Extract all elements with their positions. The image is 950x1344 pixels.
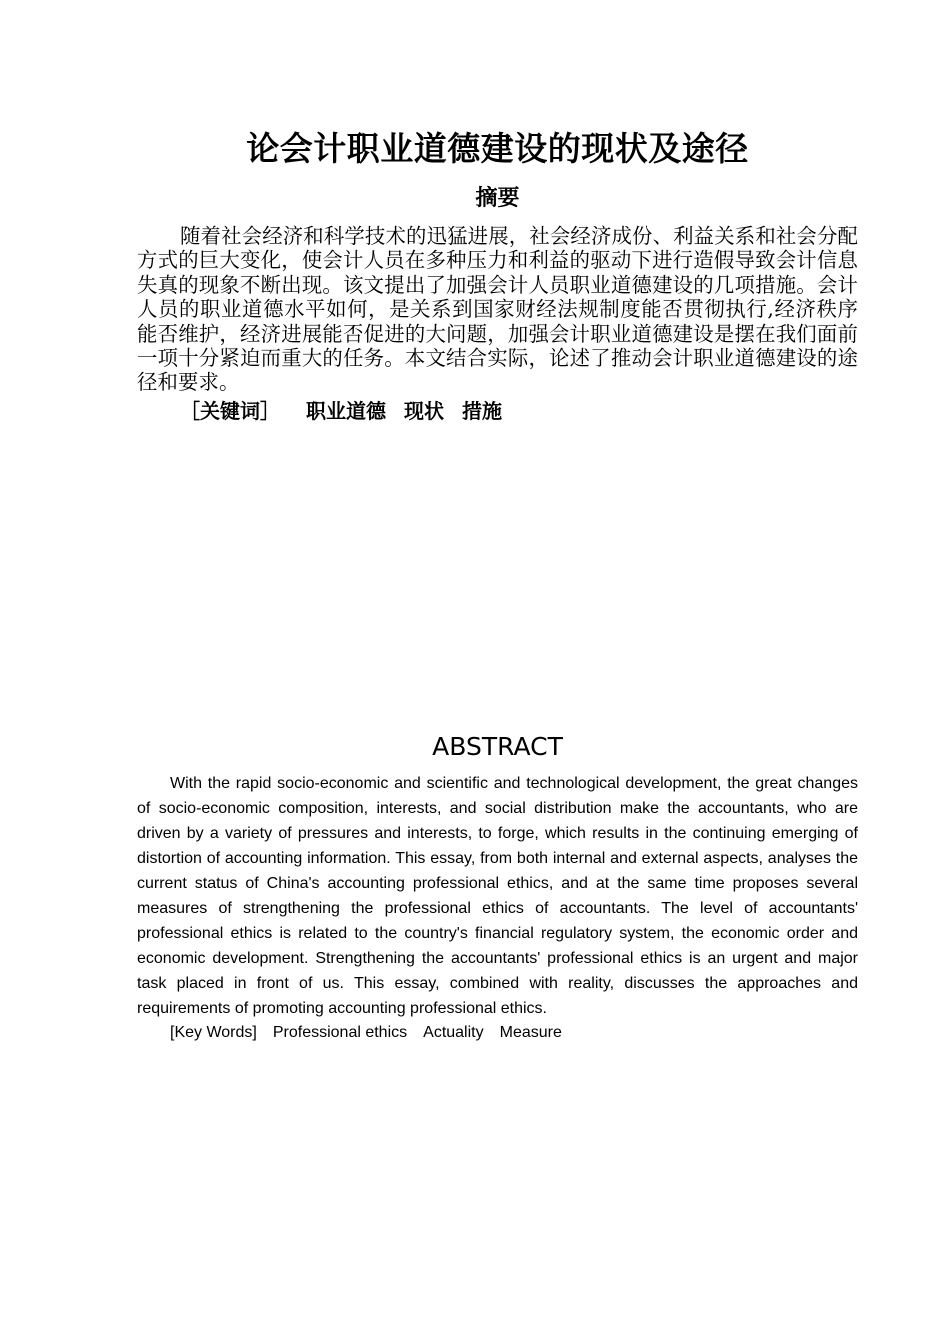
english-abstract-body: With the rapid socio-economic and scientific and technological development, the great changes of socio-economic composition, interests, and social distribution make the accountants, who are driven by a variety of pressures and interests, to forge, which results in the continuing emerging of distortion of accounting information. This essay, from both internal and external aspects, analyses the current status of China's accounting professional ethics, and at the same time proposes several measures of strengthening the professional ethics of accountants. The level of accountants' professional ethics is related to the country's financial regulatory system, the economic order and economic development. Strengthening the accountants' professional ethics is an urgent and major task placed in front of us. This essay, combined with reality, discusses the approaches and requirements of promoting accounting professional ethics. bbox=[137, 775, 858, 1017]
english-keywords bbox=[170, 1020, 578, 1045]
english-keyword: Measure bbox=[499, 1024, 562, 1041]
paper-title: 论会计职业道德建设的现状及途径 bbox=[246, 129, 749, 168]
chinese-keyword: 措施 bbox=[462, 399, 502, 423]
english-keyword: Actuality bbox=[423, 1024, 484, 1041]
chinese-keyword: 职业道德 bbox=[306, 399, 386, 423]
english-keyword: Professional ethics bbox=[272, 1024, 408, 1041]
english-keywords-label: [Key Words] bbox=[170, 1024, 257, 1041]
english-abstract-heading: ABSTRACT bbox=[432, 732, 563, 761]
chinese-keywords-label: ［关键词］ bbox=[180, 399, 280, 423]
chinese-keywords bbox=[180, 398, 520, 424]
chinese-keyword: 现状 bbox=[404, 399, 444, 423]
chinese-abstract-body: 随着社会经济和科学技术的迅猛进展，社会经济成份、利益关系和社会分配方式的巨大变化，使会计人员在多种压力和利益的驱动下进行造假导致会计信息失真的现象不断出现。该文提出了加强会计人员职业道德建设的几项措施。会计人员的职业道德水平如何，是关系到国家财经法规制度能否贯彻执行,经济秩序能否维护，经济进展能否促进的大问题，加强会计职业道德建设是摆在我们面前一项十分紧迫而重大的任务。本文结合实际，论述了推动会计职业道德建设的途径和要求。 bbox=[137, 224, 858, 395]
chinese-abstract-heading: 摘要 bbox=[475, 186, 520, 211]
